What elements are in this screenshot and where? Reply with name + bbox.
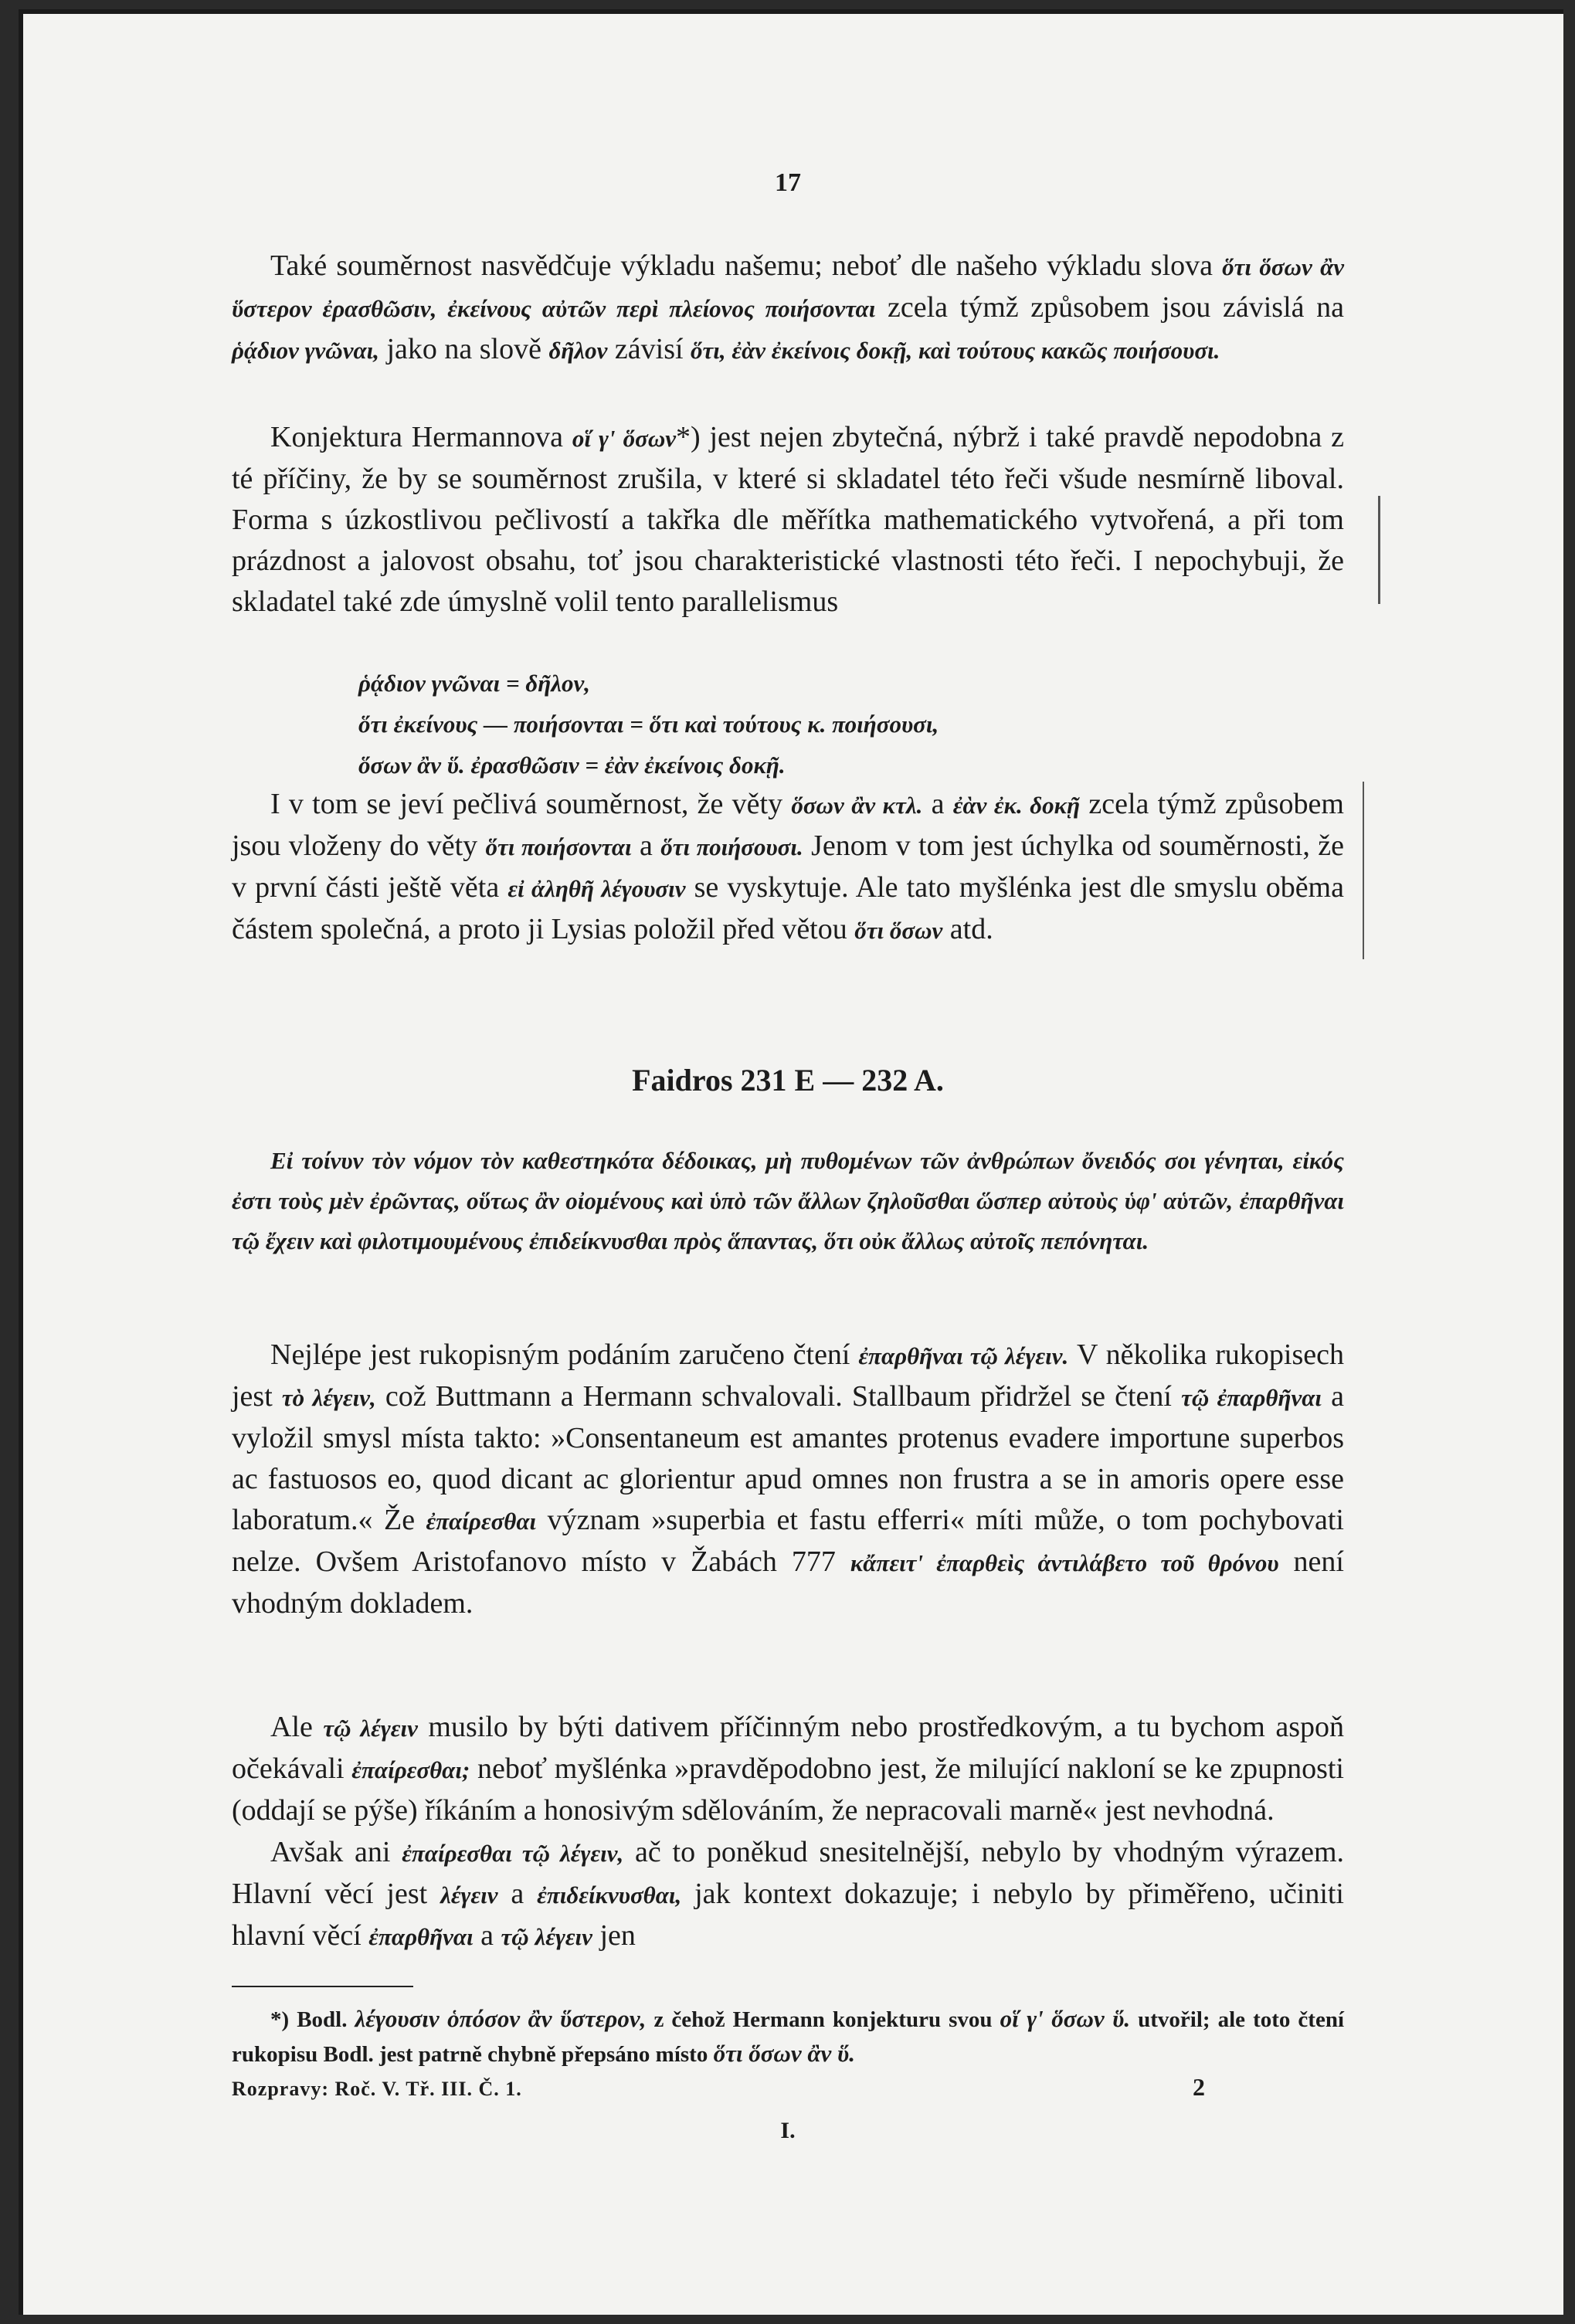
- greek-text: ἐπαρθῆναι: [368, 1923, 474, 1950]
- greek-text: ῥᾴδιον γνῶναι,: [232, 337, 379, 364]
- greek-text: ἐὰν ἐκ. δοκῇ: [952, 792, 1081, 819]
- greek-text: τῷ λέγειν: [323, 1715, 418, 1742]
- greek-text: ὅσων ἂν κτλ.: [791, 792, 923, 819]
- greek-text: ὅτι ὅσων ἂν ὕστερον ἐρασθῶσιν, ἐκείνους αὐτῶν περὶ πλείονος ποιήσονται: [232, 253, 1344, 322]
- greek-text: λέγειν: [440, 1881, 498, 1908]
- margin-mark: [1378, 496, 1380, 604]
- greek-text: ὅτι, ἐὰν ἐκείνοις δοκῇ, καὶ τούτους κακῶς ποιήσουσι.: [691, 337, 1220, 364]
- sheet-roman-numeral: I.: [780, 2118, 796, 2143]
- greek-text: οἵ γ' ὅσων ὕ.: [1000, 2005, 1131, 2032]
- greek-text: τῷ λέγειν: [501, 1923, 592, 1950]
- page: [19, 9, 1563, 2315]
- greek-text: οἵ γ' ὅσων: [572, 425, 676, 452]
- greek-text: ἐπαρθῆναι τῷ λέγειν.: [858, 1342, 1069, 1369]
- greek-quotation: Εἰ τοίνυν τὸν νόμον τὸν καθεστηκότα δέδοικας, μὴ πυθομένων τῶν ἀνθρώπων ὄνειδός σοι γένηται, εἰκός ἐστι τοὺς μὲν ἐρῶντας, οὕτως ἂν οἰομένους καὶ ὑπὸ τῶν ἄλλων ζηλοῦσθαι ὥσπερ αὐτοὺς ὑφ' αὑτῶν, ἐπαρθῆναι τῷ ἔχειν καὶ φιλοτιμουμένους ἐπιδείκνυσθαι πρὸς ἅπαντας, ὅτι οὐκ ἄλλως αὐτοῖς πεπόνηται.: [232, 1147, 1344, 1254]
- paragraph-5: Ale τῷ λέγειν musilo by býti dativem příčinným nebo prostředkovým, a tu bychom aspoň očekávali ἐπαίρεσθαι; neboť myšlénka »pravděpodobno jest, že milující nakloní se ke zpupnosti (oddají se pýše) říkáním a honosivým sdělováním, že nepracovali marně« jest nevhodná.: [232, 1711, 1344, 1827]
- greek-text: κἄπειτ' ἐπαρθεὶς ἀντιλάβετο τοῦ θρόνου: [850, 1549, 1279, 1576]
- formula-line-1: ῥᾴδιον γνῶναι = δῆλον,: [358, 670, 591, 697]
- formula-line-3: ὅσων ἂν ὕ. ἐρασθῶσιν = ἐὰν ἐκείνοις δοκῇ.: [358, 751, 786, 779]
- greek-text: ὅτι ποιήσονται: [485, 833, 632, 860]
- page-number: 17: [775, 168, 801, 197]
- footnote-divider: [232, 1986, 413, 1987]
- greek-text: εἰ ἀληθῆ λέγουσιν: [507, 875, 686, 902]
- formula-line-2: ὅτι ἐκείνους — ποιήσονται = ὅτι καὶ τούτους κ. ποιήσουσι,: [358, 711, 939, 738]
- paragraph-3: I v tom se jeví pečlivá souměrnost, že věty ὅσων ἂν κτλ. a ἐὰν ἐκ. δοκῇ zcela týmž způsobem jsou vloženy do věty ὅτι ποιήσονται a ὅτι ποιήσουσι. Jenom v tom jest úchylka od souměrnosti, že v první části ještě věta εἰ ἀληθῆ λέγουσιν se vyskytuje. Ale tato myšlénka jest dle smyslu oběma částem společná, a proto ji Lysias položil před větou ὅτι ὅσων atd.: [232, 788, 1344, 945]
- paragraph-1: Také souměrnost nasvědčuje výkladu našemu; neboť dle našeho výkladu slova ὅτι ὅσων ἂν ὕστερον ἐρασθῶσιν, ἐκείνους αὐτῶν περὶ πλείονος ποιήσονται zcela týmž způsobem jsou závislá na ῥᾴδιον γνῶναι, jako na slově δῆλον závisí ὅτι, ἐὰν ἐκείνοις δοκῇ, καὶ τούτους κακῶς ποιήσουσι.: [232, 249, 1344, 365]
- greek-text: τῷ ἐπαρθῆναι: [1181, 1384, 1322, 1411]
- paragraph-2: Konjektura Hermannova οἵ γ' ὅσων*) jest nejen zbytečná, nýbrž i také pravdě nepodobna z té příčiny, že by se souměrnost zrušila, v které si skladatel této řeči všude nesmírně liboval. Forma s úzkostlivou pečlivostí a takřka dle měřítka mathematického vytvořená, a při tom prázdnost a jalovost obsahu, toť jsou charakteristické vlastnosti této řeči. I nepochybuji, že skladatel také zde úmyslně volil tento parallelismus: [232, 421, 1344, 618]
- greek-text: ὅτι ποιήσουσι.: [660, 833, 803, 860]
- paragraph-4: Nejlépe jest rukopisným podáním zaručeno čtení ἐπαρθῆναι τῷ λέγειν. V několika rukopisech jest τὸ λέγειν, což Buttmann a Hermann schvalovali. Stallbaum přidržel se čtení τῷ ἐπαρθῆναι a vyložil smysl místa takto: »Consentaneum est amantes protenus evadere importune superbos ac fastuosos eo, quod dicant ac glorientur apud omnes non frustra a se in amoris opere esse laboratum.« Že ἐπαίρεσθαι význam »superbia et fastu efferri« míti může, o tom pochybovati nelze. Ovšem Aristofanovo místo v Žabách 777 κἄπειτ' ἐπαρθεὶς ἀντιλάβετο τοῦ θρόνου není vhodným dokladem.: [232, 1338, 1345, 1620]
- greek-text: ὅτι ὅσων ἂν ὕ.: [713, 2040, 855, 2067]
- paragraph-6: Avšak ani ἐπαίρεσθαι τῷ λέγειν, ač to poněkud snesitelnější, nebylo by vhodným výrazem. Hlavní věcí jest λέγειν a ἐπιδείκνυσθαι, jak kontext dokazuje; i nebylo by přiměřeno, učiniti hlavní věcí ἐπαρθῆναι a τῷ λέγειν jen: [232, 1836, 1344, 1952]
- greek-text: ἐπιδείκνυσθαι,: [537, 1881, 682, 1908]
- greek-text: ἐπαίρεσθαι τῷ λέγειν,: [402, 1840, 624, 1867]
- section-heading: Faidros 231 E — 232 A.: [632, 1063, 944, 1098]
- footnote: *) Bodl. λέγουσιν ὁπόσον ἂν ὕστερον, z čehož Hermann konjekturu svou οἵ γ' ὅσων ὕ. utvořil; ale toto čtení rukopisu Bodl. jest patrně chybně přepsáno místo ὅτι ὅσων ἂν ὕ.: [232, 2005, 1344, 2067]
- greek-text: τὸ λέγειν,: [281, 1384, 376, 1411]
- sheet-number: 2: [1193, 2073, 1205, 2101]
- greek-text: λέγουσιν ὁπόσον ἂν ὕστερον,: [355, 2005, 647, 2032]
- greek-text: ὅτι ὅσων: [854, 917, 943, 944]
- printer-signature: Rozpravy: Roč. V. Tř. III. Č. 1.: [232, 2078, 522, 2100]
- greek-text: δῆλον: [548, 337, 608, 364]
- greek-text: ἐπαίρεσθαι;: [351, 1756, 470, 1783]
- margin-mark: [1363, 782, 1364, 959]
- greek-text: ἐπαίρεσθαι: [426, 1508, 537, 1535]
